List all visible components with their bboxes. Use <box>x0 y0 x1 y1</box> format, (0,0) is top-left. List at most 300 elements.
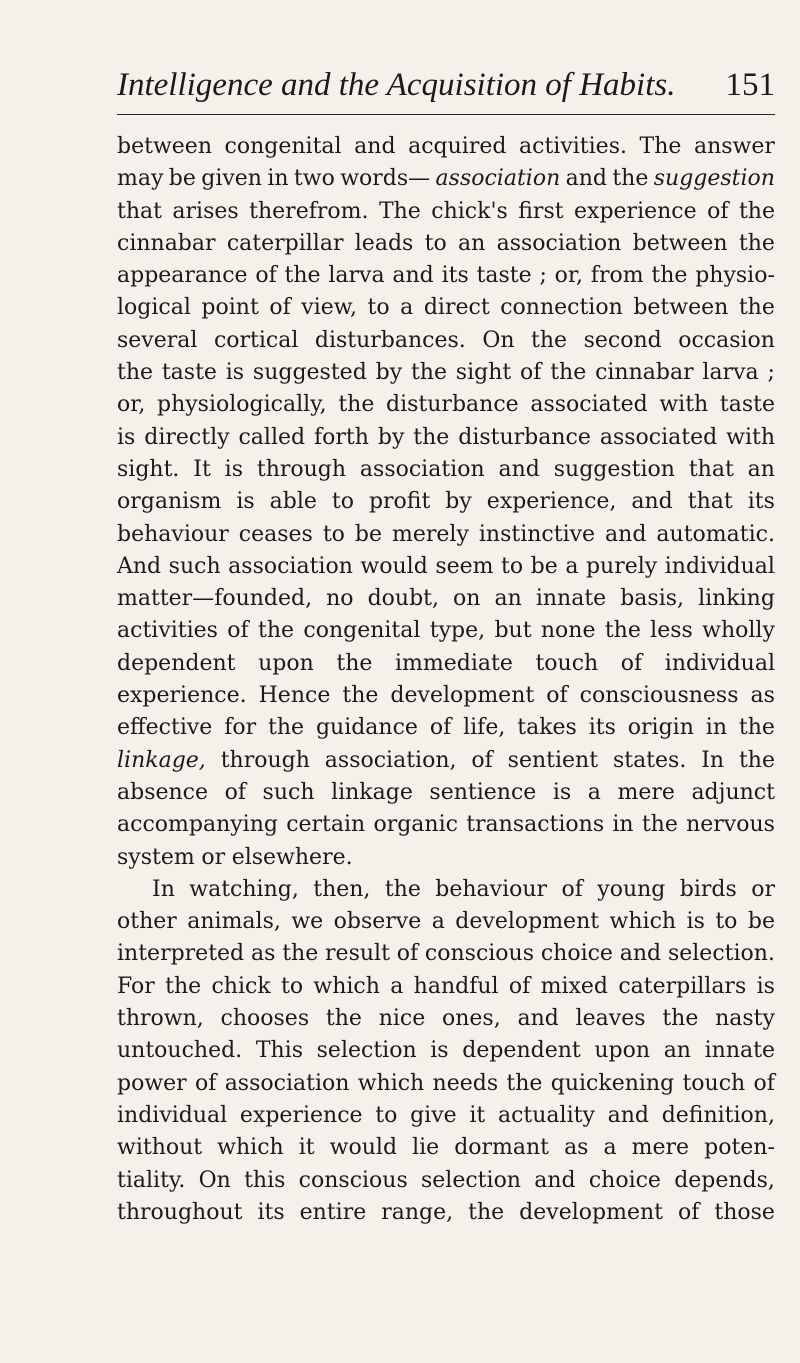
word: arises <box>172 198 239 224</box>
word: depends, <box>674 1167 775 1193</box>
word: It <box>193 456 211 482</box>
word: in <box>612 812 634 838</box>
word: instinctive <box>478 521 596 547</box>
word: the <box>325 1006 362 1032</box>
word: through <box>256 456 347 482</box>
word: to <box>715 909 738 935</box>
word: upon <box>594 1038 651 1064</box>
word: larva <box>328 263 385 289</box>
word: its <box>441 263 469 289</box>
word: two <box>293 166 335 192</box>
word: young <box>597 876 666 902</box>
word: that <box>688 456 734 482</box>
word: sentient <box>507 747 599 773</box>
word: on <box>453 586 481 612</box>
word: connection <box>500 295 623 321</box>
text-line <box>117 1132 775 1164</box>
word: a <box>587 779 601 805</box>
word: life, <box>463 715 506 741</box>
word: it <box>469 1102 486 1128</box>
word: as <box>750 683 775 709</box>
word: of <box>227 618 249 644</box>
word: and <box>631 489 673 515</box>
word: chick's <box>431 198 508 224</box>
word: to <box>424 230 447 256</box>
word: a <box>431 909 445 935</box>
word: an <box>663 1038 691 1064</box>
word: is <box>686 909 705 935</box>
word: with <box>659 392 709 418</box>
word: range, <box>381 1199 454 1225</box>
body-text <box>117 131 775 1229</box>
word: lie <box>412 1135 440 1161</box>
word: cortical <box>213 327 299 353</box>
word: chooses <box>220 1006 310 1032</box>
word: or <box>751 876 775 902</box>
word: and <box>607 1102 649 1128</box>
text-line <box>117 809 775 841</box>
word: of <box>546 683 568 709</box>
word: to <box>367 295 390 321</box>
word: through <box>220 747 310 773</box>
running-head <box>117 62 775 108</box>
word: leaves <box>575 1006 646 1032</box>
word: On <box>198 1167 231 1193</box>
word: choice <box>588 1167 661 1193</box>
word: words— <box>340 166 431 192</box>
word: profit <box>368 489 431 515</box>
word: mere <box>631 1135 690 1161</box>
word: development <box>519 1199 663 1225</box>
word: of <box>195 1070 217 1096</box>
word: nervous <box>686 812 775 838</box>
word: the <box>738 747 775 773</box>
word: in <box>267 166 289 192</box>
word: the <box>258 618 295 644</box>
text-line <box>117 422 775 454</box>
word: takes <box>517 715 577 741</box>
word: and <box>517 1006 559 1032</box>
text-line <box>117 1100 775 1132</box>
word: to <box>375 1102 398 1128</box>
word: thrown, <box>117 1006 204 1032</box>
word: accompanying <box>117 812 278 838</box>
word: and <box>354 134 396 159</box>
word: of <box>520 360 542 386</box>
word: selection <box>316 1038 417 1064</box>
word: For <box>117 973 155 999</box>
word: the <box>550 360 587 386</box>
word: experience <box>239 1102 363 1128</box>
word: sight. <box>117 456 180 482</box>
word: its <box>257 1199 285 1225</box>
word: to <box>280 973 304 999</box>
text-line <box>117 906 775 938</box>
word: conscious <box>424 941 535 967</box>
word: the <box>165 973 202 999</box>
word: of <box>224 779 246 805</box>
word: touch <box>682 1070 746 1096</box>
text-line <box>117 163 775 195</box>
word: between <box>633 295 729 321</box>
word: conscious <box>298 1167 408 1193</box>
word: upon <box>258 650 314 676</box>
word: suggestion <box>553 456 675 482</box>
word: dependent <box>117 650 236 676</box>
word: a <box>565 553 579 579</box>
word: is <box>756 973 775 999</box>
word: experience <box>574 198 697 224</box>
word: the <box>506 1070 543 1096</box>
word: of <box>508 973 531 999</box>
word: between <box>117 134 212 159</box>
word: congenital <box>303 618 421 644</box>
word: be <box>530 553 558 579</box>
text-line <box>117 777 775 809</box>
word: of <box>620 650 643 676</box>
word: throughout <box>117 1199 243 1225</box>
word: forth <box>314 424 369 450</box>
word: is <box>224 456 243 482</box>
word: wholly <box>702 618 775 644</box>
word: association <box>359 456 485 482</box>
word: individual <box>664 650 775 676</box>
word: the <box>117 360 154 386</box>
word: give <box>410 1102 457 1128</box>
text-line <box>117 1068 775 1100</box>
word: certain <box>286 812 366 838</box>
text-line <box>117 712 775 744</box>
word: system <box>117 844 195 870</box>
word: definition, <box>661 1102 775 1128</box>
word: birds <box>679 876 737 902</box>
word: or, <box>117 392 146 418</box>
word: with <box>726 424 775 450</box>
word: guidance <box>315 715 418 741</box>
word: is <box>552 779 572 805</box>
word: first <box>518 198 564 224</box>
word: is <box>236 489 255 515</box>
word: absence <box>117 779 209 805</box>
word: of <box>677 1199 700 1225</box>
word: would <box>360 553 428 579</box>
word: dependent <box>462 1038 581 1064</box>
word: cinnabar <box>595 360 694 386</box>
word: directly <box>144 424 230 450</box>
word: cinnabar <box>117 230 216 256</box>
word: association, <box>324 747 457 773</box>
word: automatic. <box>656 521 775 547</box>
word: disturbance <box>386 392 519 418</box>
word: between <box>632 230 728 256</box>
word: entire <box>299 1199 367 1225</box>
header-rule <box>117 114 775 115</box>
word: poten- <box>704 1135 775 1161</box>
word: by <box>445 489 472 515</box>
word: such <box>168 553 221 579</box>
word: development <box>390 683 535 709</box>
word: mixed <box>540 973 608 999</box>
text-line <box>117 1003 775 1035</box>
word: and <box>565 166 607 192</box>
word: observe <box>333 909 422 935</box>
text-line <box>117 648 775 680</box>
running-head-title: Intelligence and the Acquisition of Habits. <box>117 67 676 103</box>
word: called <box>238 424 306 450</box>
word: The <box>378 198 421 224</box>
text-line <box>117 228 775 260</box>
word: the <box>468 1199 505 1225</box>
word: mere <box>617 779 675 805</box>
word: an <box>747 456 775 482</box>
word: to <box>501 553 524 579</box>
word: is <box>225 360 245 386</box>
word: appearance <box>117 263 248 289</box>
word: acquired <box>408 134 507 159</box>
word: such <box>262 779 315 805</box>
word: In <box>701 747 725 773</box>
word: choice <box>540 941 613 967</box>
word: the <box>604 618 641 644</box>
word: dormant <box>454 1135 550 1161</box>
text-line <box>117 938 775 970</box>
word: that <box>687 489 733 515</box>
word: point <box>201 295 259 321</box>
word: and <box>498 456 540 482</box>
word: untouched. <box>117 1038 243 1064</box>
word: the <box>641 812 678 838</box>
word: which <box>313 973 380 999</box>
word: would <box>329 1135 398 1161</box>
word: we <box>291 909 324 935</box>
word: The <box>639 134 682 159</box>
word: activities. <box>519 134 627 159</box>
word: the <box>282 941 319 967</box>
word: elsewhere. <box>231 844 353 870</box>
word: power <box>117 1070 187 1096</box>
word: given <box>201 166 262 192</box>
word: physiologically, <box>157 392 327 418</box>
word: which <box>357 1070 425 1096</box>
word: chick <box>211 973 271 999</box>
word: a <box>390 973 404 999</box>
word: be <box>168 166 196 192</box>
word: tiality. <box>117 1167 186 1193</box>
word: associated <box>599 424 718 450</box>
word: caterpillars <box>618 973 747 999</box>
word: and <box>605 521 647 547</box>
word: and <box>534 1167 576 1193</box>
word: of <box>396 941 419 967</box>
word: adjunct <box>691 779 775 805</box>
word: the <box>738 230 775 256</box>
word: nice <box>378 1006 426 1032</box>
word: an <box>494 586 522 612</box>
text-line <box>117 131 775 163</box>
word: an <box>458 230 486 256</box>
word: ; <box>539 263 547 289</box>
word: activities <box>117 618 218 644</box>
word: those <box>714 1199 775 1225</box>
text-line <box>117 389 775 421</box>
word: to <box>322 521 345 547</box>
word: effective <box>117 715 213 741</box>
word: its <box>588 715 616 741</box>
word: then, <box>313 876 371 902</box>
word: result <box>325 941 390 967</box>
word: of <box>561 876 583 902</box>
word: able <box>269 489 317 515</box>
word: association <box>496 230 622 256</box>
word: that <box>117 198 162 224</box>
word: caterpillar <box>226 230 344 256</box>
word: or, <box>554 263 583 289</box>
text-line <box>117 874 775 906</box>
text-line <box>117 260 775 292</box>
text-line <box>117 583 775 615</box>
word: And <box>117 553 162 579</box>
word: therefrom. <box>249 198 369 224</box>
word: basis, <box>620 586 685 612</box>
word: watching, <box>189 876 299 902</box>
word: On <box>482 327 515 353</box>
word: taste <box>719 392 775 418</box>
word: sentience <box>429 779 537 805</box>
word: a <box>400 295 414 321</box>
word: consciousness <box>579 683 739 709</box>
word: ones, <box>442 1006 501 1032</box>
word: animals, <box>187 909 281 935</box>
word: the <box>738 715 775 741</box>
word: several <box>117 327 198 353</box>
word: transactions <box>466 812 605 838</box>
word: which <box>217 1135 284 1161</box>
word: larva <box>702 360 759 386</box>
text-line <box>117 325 775 357</box>
word: direct <box>423 295 490 321</box>
word: the <box>336 650 373 676</box>
word: seem <box>435 553 494 579</box>
word: the <box>612 166 649 192</box>
word: doubt, <box>367 586 440 612</box>
word: from <box>590 263 644 289</box>
word: is <box>117 424 136 450</box>
text-line <box>117 1197 775 1229</box>
word: for <box>224 715 257 741</box>
word: actuality <box>497 1102 595 1128</box>
word: it <box>298 1135 315 1161</box>
word: its <box>747 489 775 515</box>
word: innate <box>704 1038 775 1064</box>
word: matter—founded, <box>117 586 313 612</box>
word: quickening <box>550 1070 675 1096</box>
word: of <box>269 295 291 321</box>
word: the <box>531 327 568 353</box>
word: by <box>377 424 405 450</box>
word: behaviour <box>435 876 548 902</box>
word: a <box>603 1135 617 1161</box>
word: linkage <box>331 779 413 805</box>
word: be <box>747 909 775 935</box>
word: without <box>117 1135 203 1161</box>
word: association <box>228 553 353 579</box>
text-line <box>117 196 775 228</box>
word: selection <box>421 1167 521 1193</box>
word: leads <box>354 230 414 256</box>
word: taste <box>161 360 217 386</box>
word: of <box>753 1070 775 1096</box>
word: handful <box>413 973 499 999</box>
text-line <box>117 745 775 777</box>
text-line <box>117 680 775 712</box>
word: experience. <box>117 683 247 709</box>
word: of <box>429 715 452 741</box>
italic-word: suggestion <box>653 166 775 192</box>
word: is <box>430 1038 449 1064</box>
word: congenital <box>224 134 342 159</box>
text-line <box>117 615 775 647</box>
word: physio- <box>695 263 775 289</box>
text-line <box>117 971 775 1003</box>
word: logical <box>117 295 191 321</box>
word: second <box>583 327 662 353</box>
word: in <box>705 715 727 741</box>
word: as <box>250 941 276 967</box>
word: experience, <box>486 489 617 515</box>
word: individual <box>117 1102 228 1128</box>
word: of <box>707 198 729 224</box>
word: needs <box>432 1070 499 1096</box>
word: organic <box>373 812 458 838</box>
text-line <box>117 551 775 583</box>
word: behaviour <box>117 521 229 547</box>
word: of <box>255 263 277 289</box>
word: or <box>201 844 226 870</box>
word: the <box>342 683 379 709</box>
word: as <box>564 1135 589 1161</box>
word: ; <box>767 360 775 386</box>
word: none <box>540 618 596 644</box>
word: organism <box>117 489 222 515</box>
word: view, <box>301 295 357 321</box>
word: occasion <box>678 327 775 353</box>
word: associated <box>530 392 648 418</box>
word: the <box>413 424 450 450</box>
word: states. <box>612 747 687 773</box>
page-number: 151 <box>725 67 775 103</box>
word: suggested <box>252 360 367 386</box>
word: sight <box>455 360 512 386</box>
word: individual <box>664 553 775 579</box>
word: merely <box>392 521 469 547</box>
word: but <box>494 618 532 644</box>
word: the <box>384 876 421 902</box>
word: may <box>117 166 164 192</box>
word: and <box>392 263 434 289</box>
word: immediate <box>394 650 513 676</box>
word: the <box>738 198 775 224</box>
word: nasty <box>715 1006 775 1032</box>
text-line <box>117 1165 775 1197</box>
word: development <box>455 909 600 935</box>
word: the <box>284 263 321 289</box>
text-line <box>117 357 775 389</box>
word: innate <box>535 586 607 612</box>
word: purely <box>585 553 658 579</box>
word: In <box>152 876 175 902</box>
word: the <box>338 392 375 418</box>
word: Hence <box>258 683 331 709</box>
